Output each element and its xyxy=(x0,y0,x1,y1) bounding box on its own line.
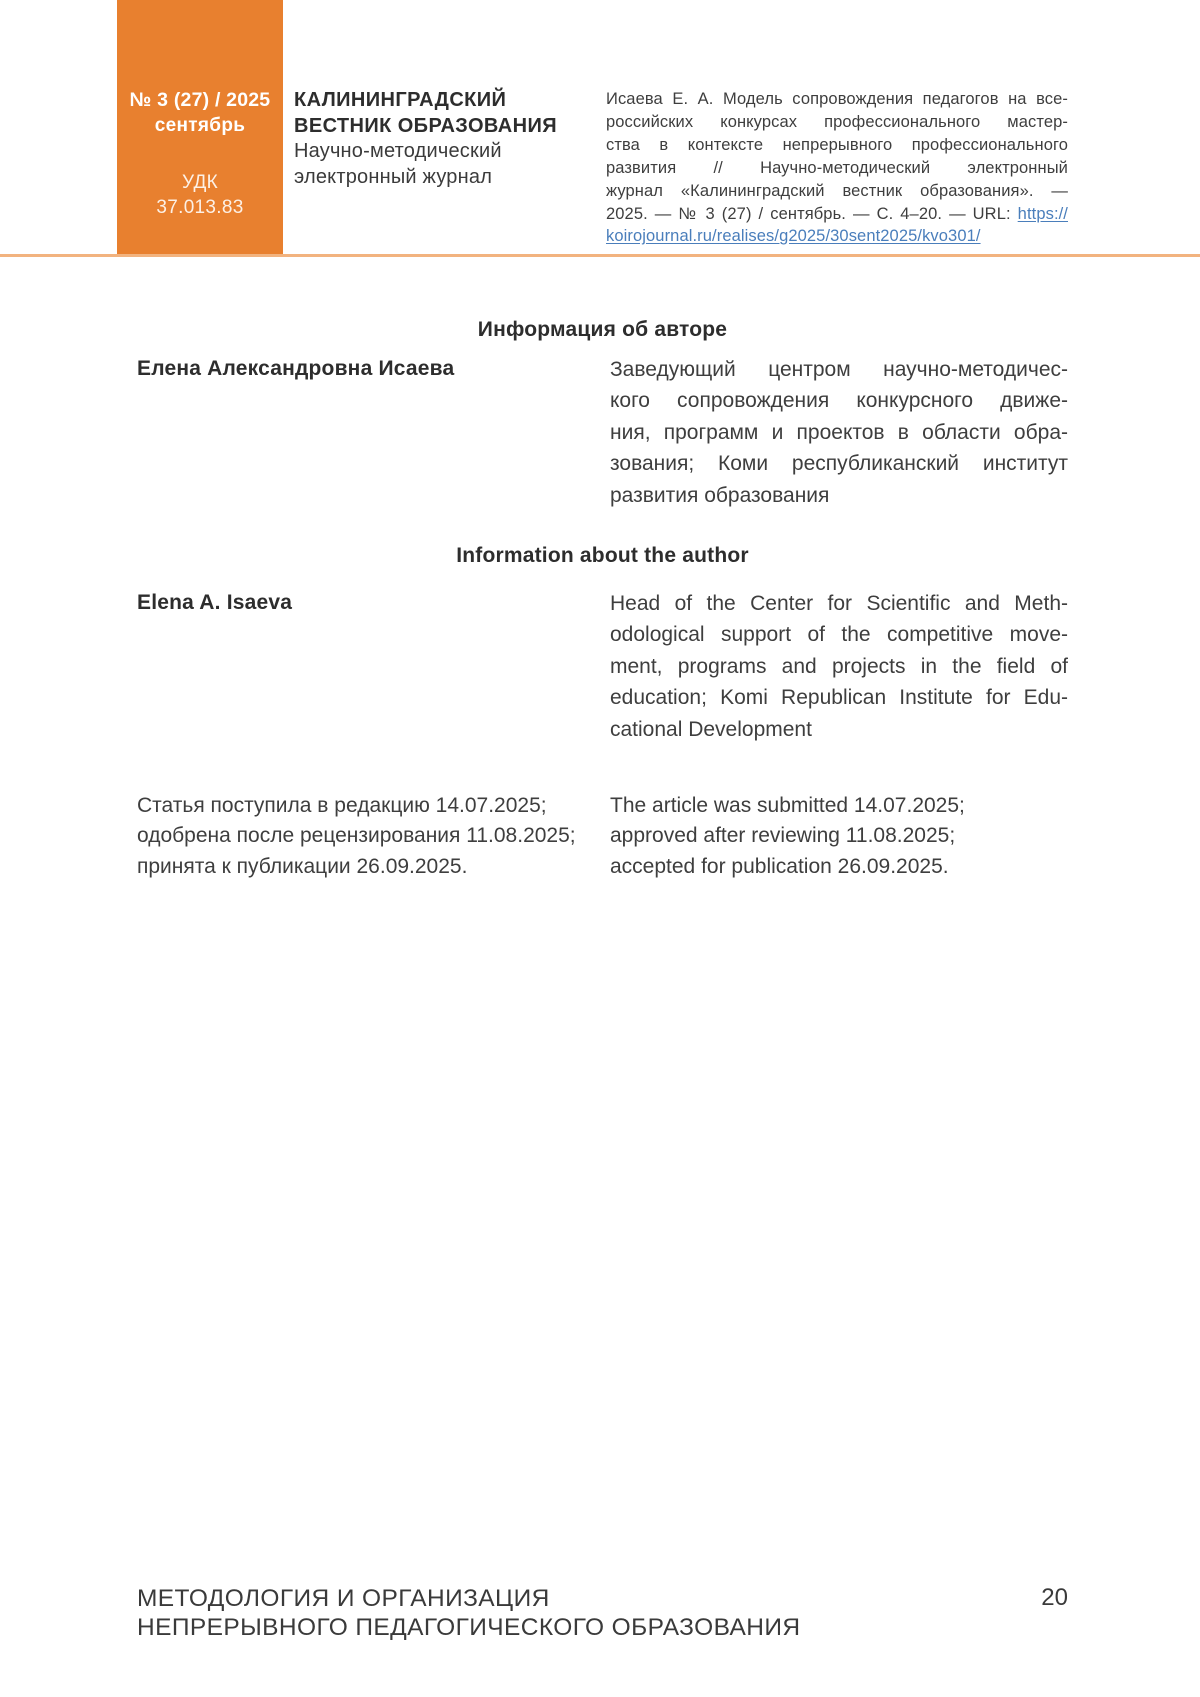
text-segment: зования; Коми республиканский институт xyxy=(610,452,1068,476)
text-line xyxy=(610,448,1068,479)
journal-title-line1: КАЛИНИНГРАДСКИЙ xyxy=(294,89,507,111)
text-line xyxy=(610,619,1068,650)
text-segment: принята к публикации 26.09.2025. xyxy=(137,854,468,878)
text-segment: развития образования xyxy=(610,483,830,507)
text-segment: ment, programs and projects in the field of xyxy=(610,654,1068,678)
issue-number: № 3 (27) / 2025 xyxy=(129,89,271,111)
text-line xyxy=(610,480,1068,511)
text-line xyxy=(610,791,1082,821)
text-line xyxy=(610,714,1068,745)
text-line xyxy=(606,157,1068,180)
text-line xyxy=(610,588,1068,619)
author-affiliation-ru xyxy=(610,354,1068,511)
text-segment: ния, программ и проектов в области обра- xyxy=(610,420,1068,444)
text-segment: ства в контексте непрерывного профессионального xyxy=(606,135,1068,154)
issue-month: сентябрь xyxy=(154,115,246,136)
text-segment: Head of the Center for Scientific and Meth- xyxy=(610,592,1068,615)
text-segment: развития // Научно-методический электронный xyxy=(606,158,1068,177)
text-line xyxy=(610,354,1068,385)
text-line xyxy=(610,417,1068,448)
udk-value: 37.013.83 xyxy=(156,197,244,218)
footer-section-line1: МЕТОДОЛОГИЯ И ОРГАНИЗАЦИЯ xyxy=(137,1585,550,1612)
section-heading-author-info-ru: Информация об авторе xyxy=(477,318,728,341)
submission-dates-ru xyxy=(137,791,609,882)
text-segment: журнал «Калининградский вестник образования». — xyxy=(606,181,1068,200)
udk-block xyxy=(156,170,243,220)
udk-label: УДК xyxy=(181,172,219,193)
text-segment: Исаева Е. А. Модель сопровождения педагогов на все- xyxy=(606,90,1068,108)
submission-dates-en xyxy=(610,791,1082,882)
text-segment: The article was submitted 14.07.2025; xyxy=(610,794,965,817)
footer-section-line2: НЕПРЕРЫВНОГО ПЕДАГОГИЧЕСКОГО ОБРАЗОВАНИЯ xyxy=(137,1614,801,1641)
journal-title-block xyxy=(294,88,557,190)
author-name-en: Elena A. Isaeva xyxy=(137,591,293,614)
issue-info-box xyxy=(117,0,283,256)
text-line xyxy=(610,651,1068,682)
text-line xyxy=(610,821,1082,851)
text-segment: одобрена после рецензирования 11.08.2025; xyxy=(137,824,576,848)
journal-title-line2: ВЕСТНИК ОБРАЗОВАНИЯ xyxy=(294,114,557,137)
text-segment: accepted for publication 26.09.2025. xyxy=(610,854,949,878)
text-line xyxy=(606,225,1068,248)
page-number: 20 xyxy=(1041,1584,1068,1611)
text-segment: 2025. — № 3 (27) / сентябрь. — С. 4–20. — URL: xyxy=(606,204,1018,223)
section-heading-author-info-en: Information about the author xyxy=(456,544,749,567)
text-segment: Заведующий центром научно-методичес- xyxy=(610,358,1068,381)
journal-subtitle-line1: Научно-методический xyxy=(294,140,502,162)
text-line xyxy=(137,821,609,851)
author-affiliation-en xyxy=(610,588,1068,745)
text-line xyxy=(606,134,1068,157)
text-line xyxy=(137,791,609,821)
text-line xyxy=(610,852,1082,882)
text-segment: approved after reviewing 11.08.2025; xyxy=(610,824,956,848)
text-line xyxy=(606,180,1068,203)
header-divider xyxy=(0,254,1200,257)
text-line xyxy=(610,385,1068,416)
text-line xyxy=(137,852,609,882)
text-segment: российских конкурсах профессионального мастер- xyxy=(606,112,1068,131)
text-line xyxy=(606,203,1068,226)
text-segment: cational Development xyxy=(610,717,812,741)
text-segment: кого сопровождения конкурсного движе- xyxy=(610,389,1068,413)
text-line xyxy=(606,111,1068,134)
text-segment: education; Komi Republican Institute for Edu- xyxy=(610,686,1068,710)
journal-subtitle-line2: электронный журнал xyxy=(294,165,493,188)
text-segment: odological support of the competitive move- xyxy=(610,623,1068,647)
citation-block xyxy=(606,88,1068,248)
text-line xyxy=(610,682,1068,713)
citation-url-link[interactable]: https:// xyxy=(1017,204,1068,223)
text-segment: Статья поступила в редакцию 14.07.2025; xyxy=(137,794,547,817)
citation-url-link[interactable]: koirojournal.ru/realises/g2025/30sent2025/kvo301/ xyxy=(606,227,981,246)
author-name-ru: Елена Александровна Исаева xyxy=(137,357,455,380)
text-line xyxy=(606,88,1068,111)
